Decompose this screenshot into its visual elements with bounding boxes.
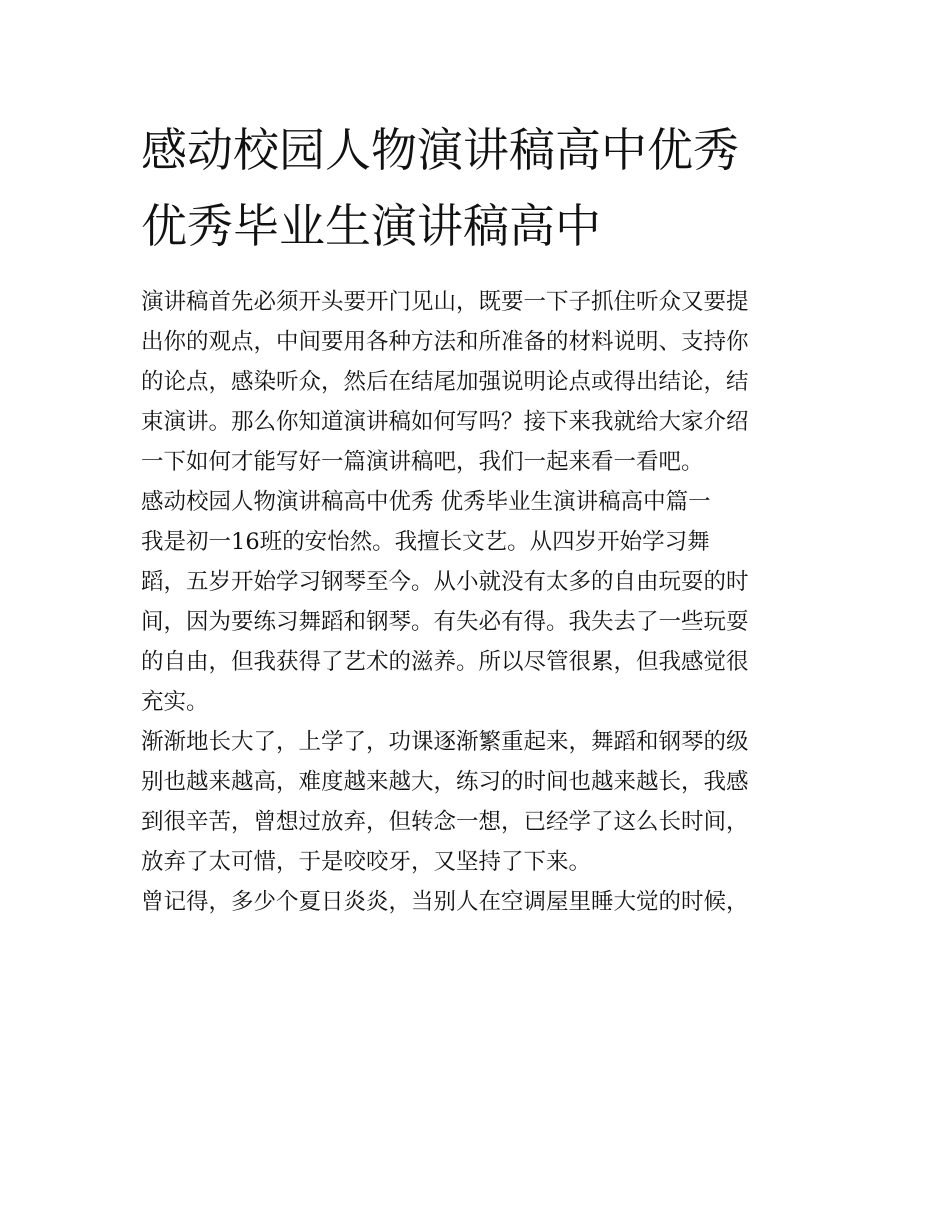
paragraph-line: 放弃了太可惜，于是咬咬牙，又坚持了下来。 xyxy=(141,849,592,875)
paragraph-line: 别也越来越高，难度越来越大，练习的时间也越来越长，我感 xyxy=(141,769,749,795)
paragraph-line: 到很辛苦，曾想过放弃，但转念一想，已经学了这么长时间， xyxy=(141,809,749,835)
paragraph-intro xyxy=(141,282,813,482)
paragraph-line: 出你的观点，中间要用各种方法和所准备的材料说明、支持你 xyxy=(141,329,749,355)
paragraph-3 xyxy=(141,882,813,922)
paragraph-line: 间，因为要练习舞蹈和钢琴。有失必有得。我失去了一些玩耍 xyxy=(141,609,749,635)
paragraph-line: 充实。 xyxy=(141,689,209,715)
paragraph-1 xyxy=(141,522,813,722)
document-title xyxy=(141,112,813,264)
title-line: 优秀毕业生演讲稿高中 xyxy=(141,199,601,253)
document-body xyxy=(141,282,813,922)
paragraph-line: 的自由，但我获得了艺术的滋养。所以尽管很累，但我感觉很 xyxy=(141,649,749,675)
paragraph-line: 蹈，五岁开始学习钢琴至今。从小就没有太多的自由玩耍的时 xyxy=(141,569,749,595)
title-line: 感动校园人物演讲稿高中优秀 xyxy=(141,123,739,177)
paragraph-line: 演讲稿首先必须开头要开门见山，既要一下子抓住听众又要提 xyxy=(141,289,749,315)
section-heading-line: 感动校园人物演讲稿高中优秀 优秀毕业生演讲稿高中篇一 xyxy=(141,489,711,515)
paragraph-line: 我是初一16班的安怡然。我擅长文艺。从四岁开始学习舞 xyxy=(141,529,710,555)
paragraph-line: 束演讲。那么你知道演讲稿如何写吗？接下来我就给大家介绍 xyxy=(141,409,749,435)
paragraph-line: 的论点，感染听众，然后在结尾加强说明论点或得出结论，结 xyxy=(141,369,749,395)
paragraph-line: 曾记得，多少个夏日炎炎，当别人在空调屋里睡大觉的时候， xyxy=(141,889,749,915)
section-heading xyxy=(141,482,813,522)
paragraph-2 xyxy=(141,722,813,882)
paragraph-line: 渐渐地长大了，上学了，功课逐渐繁重起来，舞蹈和钢琴的级 xyxy=(141,729,749,755)
paragraph-line: 一下如何才能写好一篇演讲稿吧，我们一起来看一看吧。 xyxy=(141,449,704,475)
document-content xyxy=(141,112,813,922)
